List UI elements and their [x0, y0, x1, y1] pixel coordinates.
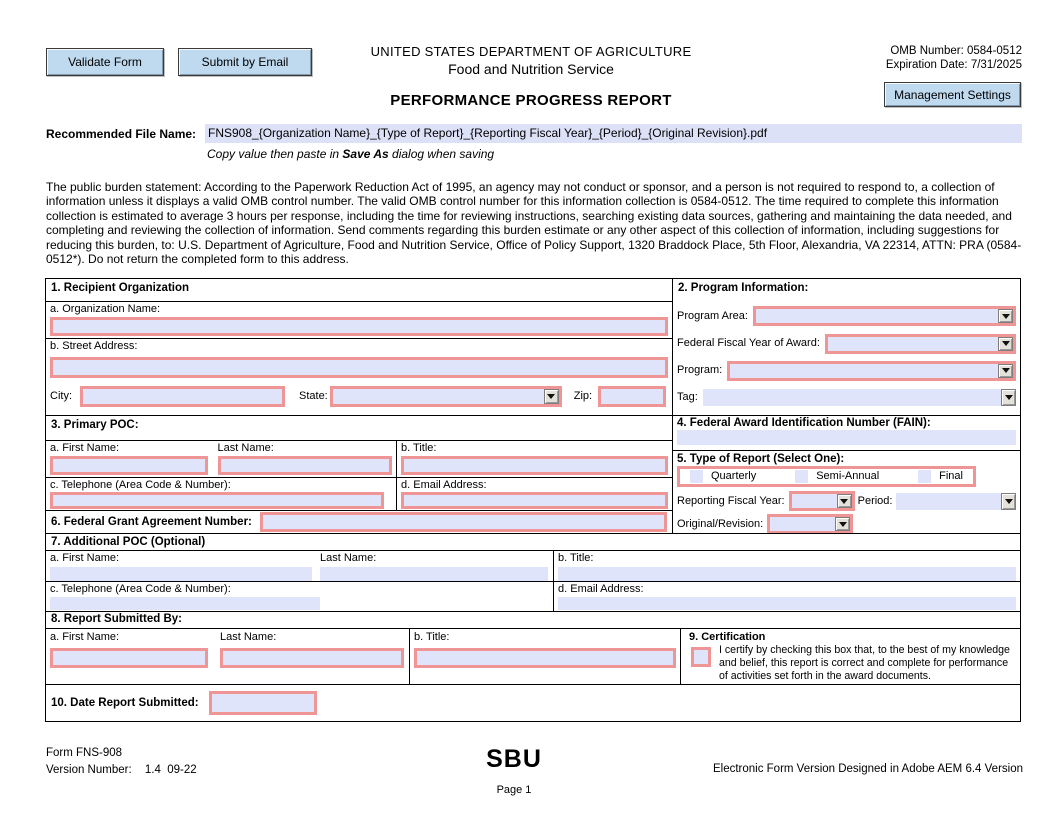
submitted-title-label: b. Title: [414, 631, 450, 643]
primary-last-name-label: Last Name: [217, 442, 274, 454]
program-area-label: Program Area: [677, 309, 748, 322]
dropdown-arrow-icon[interactable] [835, 517, 850, 531]
dropdown-arrow-icon[interactable] [998, 337, 1013, 351]
additional-phone-cell [46, 582, 554, 611]
report-type-cell [673, 451, 1020, 533]
primary-poc-names-cell [46, 441, 397, 477]
additional-poc-title-cell [554, 551, 1020, 581]
form-table [45, 278, 1021, 722]
dropdown-arrow-icon[interactable] [998, 364, 1013, 378]
primary-poc-name-row [46, 441, 672, 478]
note-save-as: Save As [342, 147, 389, 161]
form-id: Form FNS-908 [46, 747, 123, 759]
reporting-fiscal-year-label: Reporting Fiscal Year: [677, 494, 785, 507]
omb-block [886, 44, 1022, 72]
primary-email-input[interactable] [401, 492, 668, 509]
program-area-select[interactable] [753, 306, 1016, 326]
organization-name-cell [46, 302, 672, 339]
form-title: PERFORMANCE PROGRESS REPORT [390, 92, 672, 109]
dropdown-arrow-icon[interactable] [1001, 493, 1016, 510]
recommended-file-name-label: Recommended File Name: [46, 127, 197, 141]
additional-email-cell [554, 582, 1020, 611]
submitted-by-row [46, 629, 1020, 685]
dropdown-arrow-icon[interactable] [1001, 389, 1016, 406]
grant-number-label: 6. Federal Grant Agreement Number: [51, 516, 252, 528]
right-column [673, 279, 1020, 533]
dropdown-arrow-icon[interactable] [998, 309, 1013, 323]
certification-title: 9. Certification [689, 631, 766, 643]
primary-poc-title-cell [397, 441, 672, 477]
additional-last-name-input[interactable] [320, 567, 548, 581]
primary-email-label: d. Email Address: [401, 479, 487, 491]
additional-title-label: b. Title: [558, 552, 594, 564]
section-1-header: 1. Recipient Organization [46, 279, 672, 302]
additional-email-label: d. Email Address: [558, 583, 644, 595]
primary-first-name-input[interactable] [50, 456, 208, 475]
page-number: Page 1 [496, 784, 532, 796]
primary-title-input[interactable] [401, 456, 668, 475]
state-label: State: [299, 390, 328, 402]
fain-label: 4. Federal Award Identification Number (FAIN): [677, 417, 931, 429]
fain-input[interactable] [677, 430, 1016, 445]
left-column [46, 279, 673, 533]
submitted-title-input[interactable] [414, 648, 676, 668]
certification-checkbox[interactable] [691, 647, 711, 667]
primary-last-name-input[interactable] [218, 456, 392, 475]
date-submitted-label: 10. Date Report Submitted: [51, 697, 199, 709]
submitted-by-names-cell [46, 629, 410, 684]
department-name: UNITED STATES DEPARTMENT OF AGRICULTURE [370, 44, 692, 59]
zip-input[interactable] [598, 386, 666, 407]
file-name-note [207, 147, 494, 161]
section-8-header: 8. Report Submitted By: [46, 612, 1020, 629]
version-label: Version Number: [46, 764, 132, 776]
additional-phone-label: c. Telephone (Area Code & Number): [50, 583, 231, 595]
organization-name-label: a. Organization Name: [50, 303, 161, 315]
report-type-label: 5. Type of Report (Select One): [677, 453, 845, 465]
note-prefix: Copy value then paste in [207, 147, 343, 161]
additional-last-name-label: Last Name: [320, 552, 377, 564]
dropdown-arrow-icon[interactable] [544, 389, 559, 404]
final-checkbox[interactable] [918, 470, 931, 483]
tag-select[interactable] [703, 389, 1016, 406]
final-label: Final [939, 470, 963, 482]
designed-note: Electronic Form Version Designed in Adobe AEM 6.4 Version [712, 763, 1023, 775]
additional-poc-names-cell [46, 551, 554, 581]
public-burden-statement: The public burden statement: According to the Paperwork Reduction Act of 1995, an agency may not conduct or sponsor, and a person is not required to respond to, a collection of information unless it displays a valid OMB control number. The valid OMB control number for this information collection is 0584-0512. The time required to complete this information collection is estimated to average 3 hours per response, including the time for reviewing instructions, searching existing data sources, gathering and maintaining the data needed, and completing and reviewing the collection of information. Send comments regarding this burden estimate or any other aspect of this collection of information, including suggestions for reducing this burden, to: U.S. Department of Agriculture, Food and Nutrition Service, Office of Policy Support, 1320 Braddock Place, 5th Floor, Alexandria, VA 22314, ATTN: PRA (0584-0512*). Do not return the completed form to this address. [46, 180, 1022, 267]
grant-number-row [46, 511, 672, 533]
section-7-header: 7. Additional POC (Optional) [46, 533, 1020, 551]
additional-poc-name-row [46, 551, 1020, 582]
dropdown-arrow-icon[interactable] [837, 494, 852, 508]
organization-name-input[interactable] [50, 317, 668, 336]
tag-label: Tag: [677, 391, 698, 403]
primary-phone-label: c. Telephone (Area Code & Number): [50, 479, 231, 491]
semi-annual-label: Semi-Annual [816, 470, 880, 482]
primary-email-cell [397, 478, 672, 510]
program-select[interactable] [727, 361, 1016, 381]
ffy-award-label: Federal Fiscal Year of Award: [677, 337, 820, 349]
submitted-first-name-label: a. First Name: [50, 631, 120, 643]
additional-phone-input[interactable] [50, 597, 320, 610]
primary-first-name-label: a. First Name: [50, 442, 120, 454]
additional-poc-contact-row [46, 582, 1020, 612]
quarterly-label: Quarterly [711, 470, 757, 482]
submit-by-email-button[interactable]: Submit by Email [178, 48, 312, 76]
street-address-input[interactable] [50, 357, 668, 378]
grant-number-input[interactable] [260, 512, 667, 532]
validate-form-button[interactable]: Validate Form [46, 48, 164, 76]
certification-text: I certify by checking this box that, to the best of my knowledge and belief, this report is correct and complete for performance of activities set forth in the award documents. [719, 644, 1010, 682]
reporting-fiscal-year-select[interactable] [789, 491, 855, 511]
program-info-cell [673, 302, 1020, 416]
section-3-header: 3. Primary POC: [46, 416, 672, 441]
submitted-by-title-cell [410, 629, 681, 684]
agency-name: Food and Nutrition Service [448, 61, 614, 77]
primary-poc-contact-row [46, 478, 672, 511]
additional-first-name-input[interactable] [50, 567, 312, 581]
version-value: 1.4 09-22 [144, 764, 197, 776]
omb-number: OMB Number: 0584-0512 [890, 45, 1022, 57]
recommended-file-name-value[interactable]: FNS908_{Organization Name}_{Type of Report}_{Reporting Fiscal Year}_{Period}_{Original Revision}.pdf [205, 124, 1022, 143]
submitted-first-name-input[interactable] [50, 648, 208, 668]
city-input[interactable] [80, 386, 285, 407]
date-submitted-row [46, 685, 1020, 721]
city-label: City: [50, 390, 72, 402]
additional-email-input[interactable] [558, 597, 1016, 610]
report-type-checkbox-group [677, 466, 976, 487]
primary-phone-input[interactable] [50, 492, 384, 509]
certification-cell [681, 629, 1020, 684]
primary-phone-cell [46, 478, 397, 510]
quarterly-checkbox[interactable] [690, 470, 703, 483]
fain-cell [673, 416, 1020, 451]
date-submitted-input[interactable] [209, 691, 317, 715]
period-label: Period: [857, 494, 893, 507]
street-address-cell [46, 339, 672, 416]
semi-annual-checkbox[interactable] [795, 470, 808, 483]
original-revision-label: Original/Revision: [677, 517, 764, 530]
original-revision-select[interactable] [767, 514, 853, 533]
zip-label: Zip: [573, 390, 593, 402]
additional-first-name-label: a. First Name: [50, 552, 120, 564]
note-suffix: dialog when saving [388, 147, 495, 161]
additional-title-input[interactable] [558, 567, 1016, 581]
primary-title-label: b. Title: [401, 442, 437, 454]
submitted-last-name-input[interactable] [220, 648, 404, 668]
section-2-header: 2. Program Information: [678, 282, 809, 294]
state-select[interactable] [330, 386, 562, 407]
sbu-marking: SBU [486, 745, 542, 773]
street-address-label: b. Street Address: [50, 340, 138, 352]
submitted-last-name-label: Last Name: [220, 631, 277, 643]
management-settings-button[interactable]: Management Settings [884, 82, 1021, 107]
ffy-award-select[interactable] [825, 334, 1016, 354]
expiration-date: Expiration Date: 7/31/2025 [885, 59, 1022, 71]
period-select[interactable] [896, 493, 1016, 510]
program-label: Program: [677, 364, 723, 376]
